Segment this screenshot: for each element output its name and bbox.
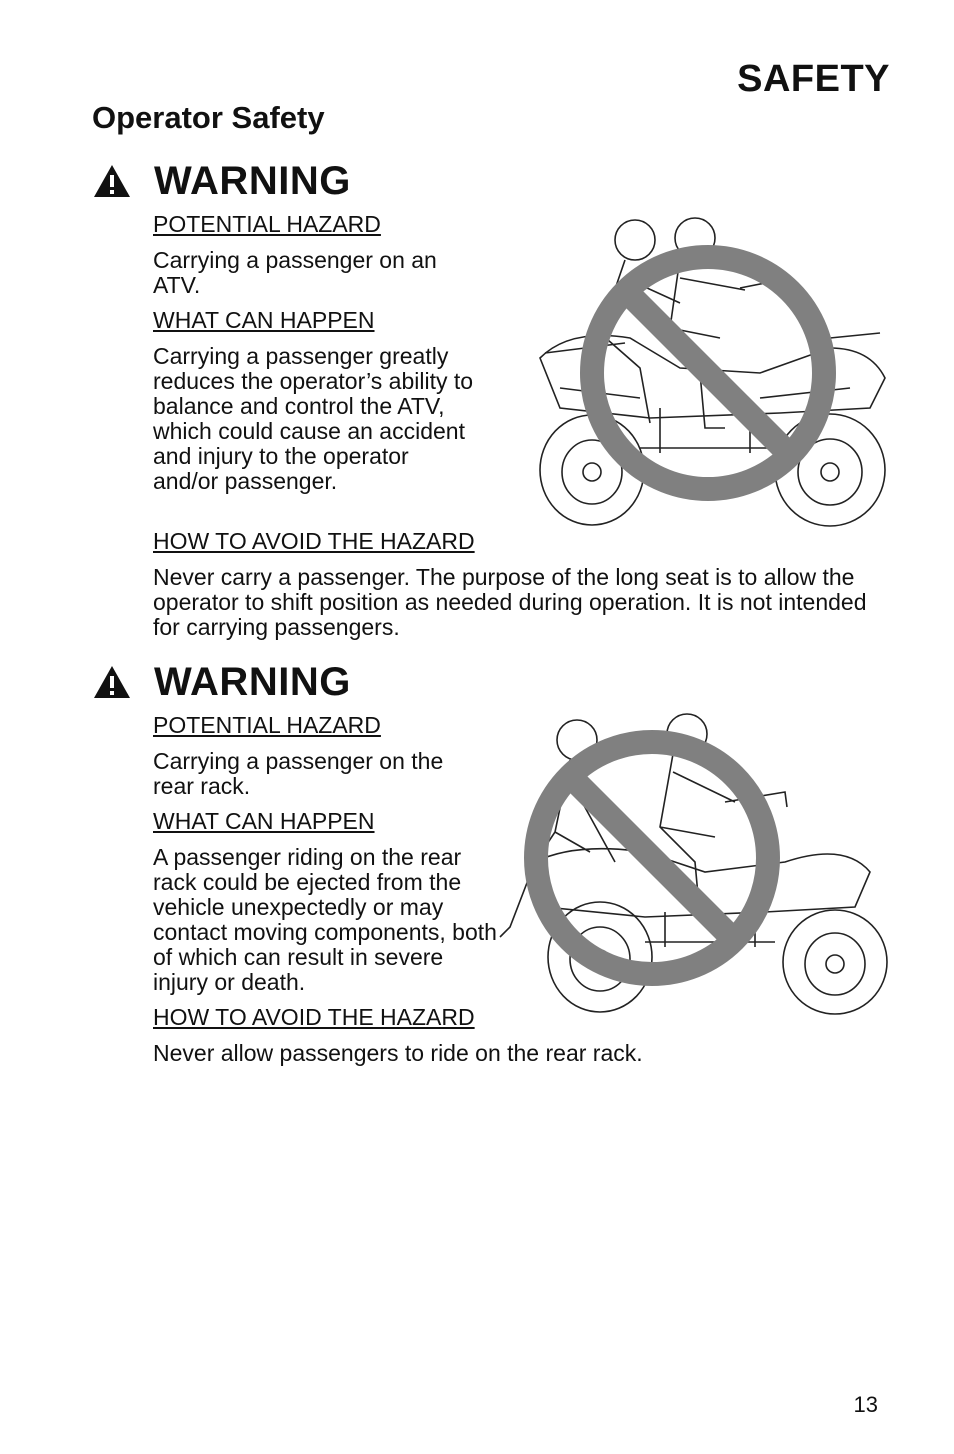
- what-can-happen-text: Carrying a passenger greatly reduces the operator’s ability to balance and control the ATV, which could cause an accident and injury to the operator and/or passenger.: [153, 343, 474, 494]
- what-can-happen-label: WHAT CAN HAPPEN: [153, 808, 375, 834]
- warning-heading-1: [92, 158, 351, 204]
- potential-hazard-label: POTENTIAL HAZARD: [153, 211, 381, 237]
- no-symbol-icon: [536, 742, 768, 974]
- warning-triangle-icon: [92, 664, 132, 700]
- potential-hazard-2: [153, 713, 478, 799]
- warning-label: WARNING: [154, 659, 351, 704]
- subsection-title: Operator Safety: [92, 100, 325, 135]
- how-to-avoid-text: Never carry a passenger. The purpose of the long seat is to allow the operator to shift position as needed during operation. It is not intended for carrying passengers.: [153, 564, 867, 640]
- potential-hazard-label: POTENTIAL HAZARD: [153, 712, 381, 738]
- page-number: 13: [853, 1392, 878, 1417]
- what-can-happen-text: A passenger riding on the rear rack could be ejected from the vehicle unexpectedly or may contact moving components, both of which can result in severe injury or death.: [153, 844, 497, 995]
- no-symbol-icon: [592, 257, 824, 489]
- how-to-avoid-text: Never allow passengers to ride on the rear rack.: [153, 1040, 643, 1066]
- potential-hazard-text: Carrying a passenger on the rear rack.: [153, 748, 444, 799]
- warning-triangle-icon: [92, 163, 132, 199]
- warning-heading-2: [92, 659, 351, 705]
- how-to-avoid-label: HOW TO AVOID THE HAZARD: [153, 528, 475, 554]
- what-can-happen-1: [153, 308, 478, 494]
- potential-hazard-1: [153, 212, 463, 298]
- atv-rear-rack-illustration-2: [495, 712, 895, 1017]
- what-can-happen-label: WHAT CAN HAPPEN: [153, 307, 375, 333]
- section-title: SAFETY: [737, 58, 890, 100]
- potential-hazard-text: Carrying a passenger on an ATV.: [153, 247, 437, 298]
- warning-label: WARNING: [154, 158, 351, 203]
- how-to-avoid-label: HOW TO AVOID THE HAZARD: [153, 1004, 475, 1030]
- atv-passenger-illustration-1: [530, 208, 900, 528]
- what-can-happen-2: [153, 809, 498, 995]
- how-to-avoid-1: [153, 529, 893, 640]
